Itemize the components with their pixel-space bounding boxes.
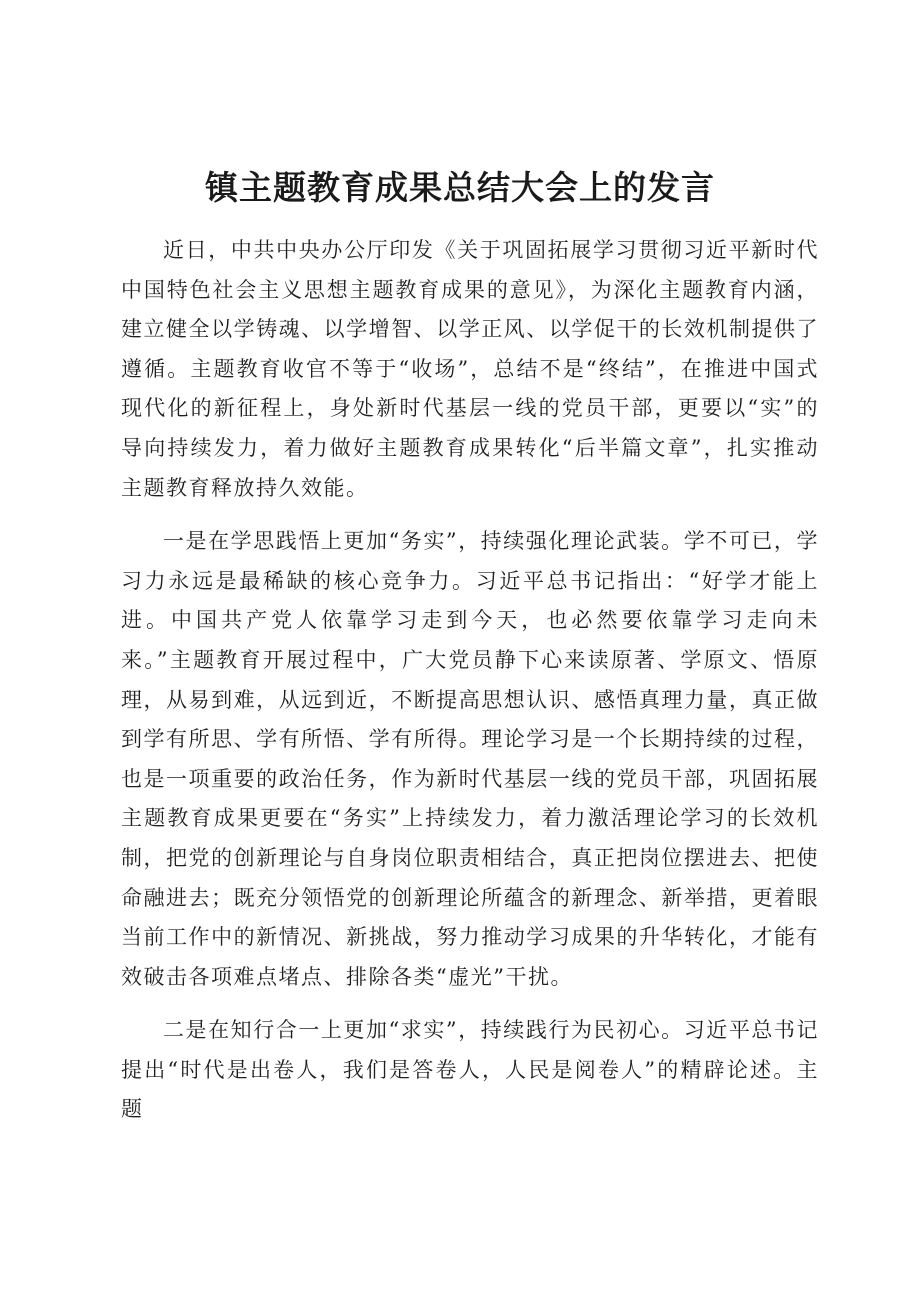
document-body xyxy=(121,231,819,1144)
paragraph-point-two: 二是在知行合一上更加“求实”，持续践行为民初心。习近平总书记提出“时代是出卷人，我们是答卷人，人民是阅卷人”的精辟论述。主题 xyxy=(121,1018,819,1122)
paragraph-point-one: 一是在学思践悟上更加“务实”，持续强化理论武装。学不可已，学习力永远是最稀缺的核心竞争力。习近平总书记指出：“好学才能上进。中国共产党人依靠学习走到今天，也必然要依靠学习走向未来。”主题教育开展过程中，广大党员静下心来读原著、学原文、悟原理，从易到难，从远到近，不断提高思想认识、感悟真理力量，真正做到学有所思、学有所悟、学有所得。理论学习是一个长期持续的过程，也是一项重要的政治任务，作为新时代基层一线的党员干部，巩固拓展主题教育成果更要在“务实”上持续发力，着力激活理论学习的长效机制，把党的创新理论与自身岗位职责相结合，真正把岗位摆进去、把使命融进去；既充分领悟党的创新理论所蕴含的新理念、新举措，更着眼当前工作中的新情况、新挑战，努力推动学习成果的升华转化，才能有效破击各项难点堵点、排除各类“虚光”干扰。 xyxy=(121,529,819,989)
document-title: 镇主题教育成果总结大会上的发言 xyxy=(205,168,715,207)
paragraph-intro: 近日，中共中央办公厅印发《关于巩固拓展学习贯彻习近平新时代中国特色社会主义思想主题教育成果的意见》，为深化主题教育内涵，建立健全以学铸魂、以学增智、以学正风、以学促干的长效机制提供了遵循。主题教育收官不等于“收场”，总结不是“终结”，在推进中国式现代化的新征程上，身处新时代基层一线的党员干部，更要以“实”的导向持续发力，着力做好主题教育成果转化“后半篇文章”，扎实推动主题教育释放持久效能。 xyxy=(121,238,819,500)
